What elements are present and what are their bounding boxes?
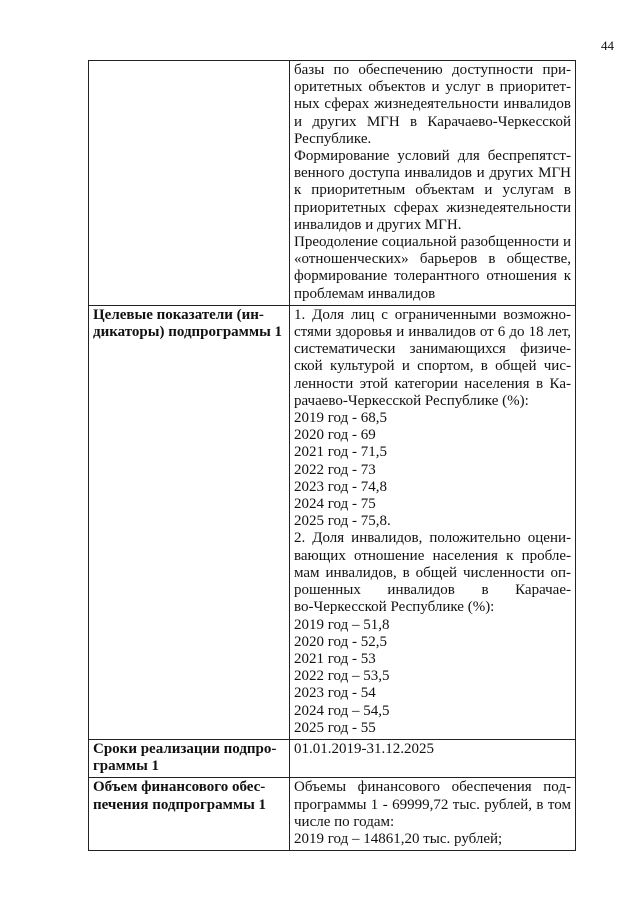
text-line: приоритетных сферах жизнедеятельности	[294, 199, 571, 216]
label-line: дикаторы) подпрограммы 1	[93, 324, 283, 341]
text-line: 2. Доля инвалидов, положительно оцени-	[294, 530, 571, 547]
text-line: стями здоровья и инвалидов от 6 до 18 лет,	[294, 324, 571, 341]
text-line: и других МГН в Карачаево-Черкесской	[294, 113, 571, 130]
text-line: формирование толерантного отношения к	[294, 268, 571, 285]
label-line: печения подпрограммы 1	[93, 796, 267, 813]
indicator-year-value: 2019 год - 68,5	[294, 410, 387, 427]
indicator-year-value: 2025 год - 55	[294, 719, 376, 736]
text-line: числе по годам:	[294, 813, 395, 830]
text-line: Объемы финансового обеспечения под-	[294, 779, 571, 796]
text-line: к приоритетным объектам и услугам в	[294, 182, 571, 199]
text-line: Преодоление социальной разобщенности и	[294, 234, 571, 251]
indicator-year-value: 2023 год - 74,8	[294, 478, 387, 495]
table-row-timeline	[89, 739, 576, 777]
table-row-indicators	[89, 305, 576, 739]
text-line: оритетных объектов и услуг в приоритет-	[294, 79, 571, 96]
row-content-goals	[290, 61, 576, 306]
label-line: Сроки реализации подпро-	[93, 740, 277, 757]
text-line: 1. Доля лиц с ограниченными возможно-	[294, 306, 571, 323]
subprogram-passport-table	[88, 60, 576, 851]
label-line: Целевые показатели (ин-	[93, 306, 264, 323]
text-line: во-Черкесской Республике (%):	[294, 599, 495, 616]
table-row-funding	[89, 778, 576, 851]
indicator-year-value: 2022 год - 73	[294, 461, 376, 478]
indicator-year-value: 2022 год – 53,5	[294, 668, 390, 685]
row-content-funding	[290, 778, 576, 851]
text-line: венного доступа инвалидов и других МГН	[294, 165, 571, 182]
indicator-year-value: 2024 год - 75	[294, 496, 376, 513]
indicator-year-value: 2025 год - 75,8.	[294, 513, 391, 530]
indicator-year-value: 2021 год - 71,5	[294, 444, 387, 461]
indicator-year-value: 2021 год - 53	[294, 650, 376, 667]
page-number: 44	[601, 38, 614, 53]
row-content-timeline	[290, 739, 576, 777]
text-line: рошенных инвалидов в Карачае-	[294, 582, 571, 599]
text-line: «отношенческих» барьеров в обществе,	[294, 251, 571, 268]
indicator-year-value: 2024 год – 54,5	[294, 702, 390, 719]
text-line: Формирование условий для беспрепятст-	[294, 148, 571, 165]
text-line: ных сферах жизнедеятельности инвалидов	[294, 96, 571, 113]
text-line: проблемам инвалидов	[294, 285, 436, 302]
row-label-timeline	[89, 739, 290, 777]
text-line: базы по обеспечению доступности при-	[294, 62, 571, 78]
text-line: систематически занимающихся физиче-	[294, 341, 571, 358]
text-line: 2019 год – 14861,20 тыс. рублей;	[294, 830, 503, 847]
text-line: программы 1 - 69999,72 тыс. рублей, в том	[294, 796, 571, 813]
text-line: инвалидов и других МГН.	[294, 216, 462, 233]
text-line: ской культурой и спортом, в общей чис-	[294, 358, 571, 375]
indicator-year-value: 2023 год - 54	[294, 685, 376, 702]
text-line: ленности этой категории населения в Ка-	[294, 375, 571, 392]
label-line: граммы 1	[93, 758, 160, 775]
text-line: вающих отношение населения к пробле-	[294, 547, 571, 564]
indicator-year-value: 2020 год - 69	[294, 427, 376, 444]
row-label-indicators	[89, 305, 290, 739]
row-label-empty	[89, 61, 290, 306]
text-line: Республике.	[294, 130, 372, 147]
row-content-indicators	[290, 305, 576, 739]
indicator-year-value: 2019 год – 51,8	[294, 616, 390, 633]
text-line: рачаево-Черкесской Республике (%):	[294, 392, 529, 409]
indicator-year-value: 2020 год - 52,5	[294, 633, 387, 650]
label-line: Объем финансового обес-	[93, 779, 266, 796]
table-row-goals-continued	[89, 61, 576, 306]
text-line: мам инвалидов, в общей численности оп-	[294, 564, 571, 581]
text-line: 01.01.2019-31.12.2025	[294, 740, 434, 757]
row-label-funding	[89, 778, 290, 851]
